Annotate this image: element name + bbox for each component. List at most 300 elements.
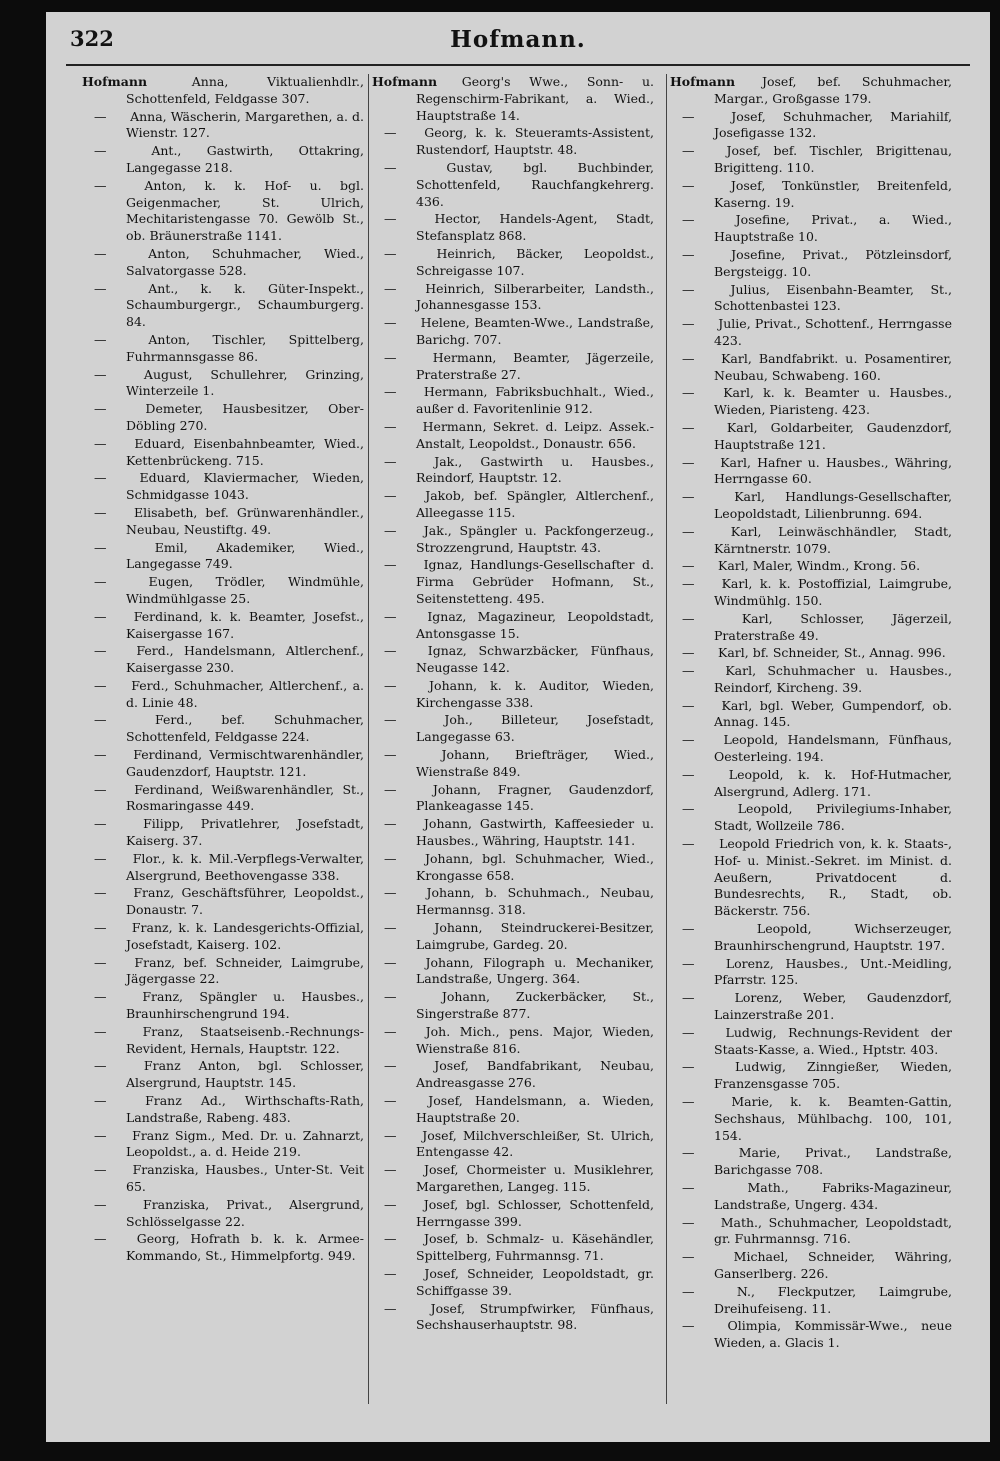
directory-entry [372,160,654,210]
directory-entry [82,1231,364,1265]
directory-entry [82,281,364,331]
entry-text: Josef, bgl. Schlosser, Schottenfeld, Herrngasse 399. [416,1196,654,1229]
directory-entry [372,782,654,816]
entry-dash: — [94,1023,107,1039]
entry-text: Georg's Wwe., Sonn- u. Regenschirm-Fabrikant, a. Wied., Hauptstraße 14. [416,74,654,123]
directory-entry [372,1301,654,1335]
entry-text: Helene, Beamten-Wwe., Landstraße, Barichg. 707. [416,315,654,347]
entry-text: Karl, k. k. Postoffizial, Laimgrube, Windmühlg. 150. [714,576,952,608]
entry-text: Ferd., Handelsmann, Altlerchenf., Kaisergasse 230. [126,643,364,676]
page-number: 322 [70,26,114,51]
directory-entry [82,1128,364,1162]
directory-entry [372,488,654,522]
entry-text: Ignaz, Magazineur, Leopoldstadt, Antonsgasse 15. [416,608,654,641]
entry-text: Marie, Privat., Landstraße, Barichgasse 708. [714,1145,952,1178]
page-header [46,12,990,68]
entry-dash: — [384,920,397,936]
entry-dash: — [384,816,397,832]
entry-text: Franz, bef. Schneider, Laimgrube, Jägergasse 22. [126,954,364,987]
directory-entry [82,643,364,677]
entry-text: Franz, Spängler u. Hausbes., Braunhirschengrund 194. [126,989,364,1022]
entry-text: Karl, Schlosser, Jägerzeil, Praterstraße 49. [714,610,952,643]
directory-entry [372,678,654,712]
directory-entry [82,920,364,954]
directory-entry [670,611,952,645]
entry-text: Joh. Mich., pens. Major, Wieden, Wienstraße 816. [416,1023,654,1056]
directory-entry [670,178,952,212]
entry-text: Ludwig, Zinngießer, Wieden, Franzensgasse 705. [714,1059,952,1092]
directory-entry [670,1059,952,1093]
entry-text: Ferdinand, Vermischtwarenhändler, Gaudenzdorf, Hauptstr. 121. [126,747,364,779]
directory-entry [372,643,654,677]
directory-entry [670,698,952,732]
entry-dash: — [682,645,695,661]
entry-dash: — [94,574,107,590]
entry-dash: — [94,401,107,417]
entry-text: Ignaz, Handlungs-Gesellschafter d. Firma Gebrüder Hofmann, St., Seitenstetteng. 495. [416,557,654,606]
entry-dash: — [384,557,397,573]
entry-dash: — [384,781,397,797]
entry-text: Anton, Tischler, Spittelberg, Fuhrmannsgasse 86. [126,331,364,364]
directory-entry [82,574,364,608]
entry-dash: — [94,677,107,693]
entry-text: Heinrich, Bäcker, Leopoldst., Schreigasse 107. [416,245,654,278]
entry-dash: — [682,801,695,817]
entry-text: Michael, Schneider, Währing, Ganserlberg. 226. [714,1249,952,1281]
entry-dash: — [682,1318,695,1334]
entry-dash: — [682,1059,695,1075]
entry-text: Julie, Privat., Schottenf., Herrngasse 423. [714,316,952,348]
directory-entry [372,1197,654,1231]
directory-entry [670,247,952,281]
entry-text: Ferd., bef. Schuhmacher, Schottenfeld, Feldgasse 224. [126,712,364,745]
entry-dash: — [94,1162,107,1178]
entry-dash: — [94,885,107,901]
entry-dash: — [682,212,695,228]
entry-text: Josef, bef. Schuhmacher, Margar., Großgasse 179. [714,74,952,106]
entry-dash: — [682,1180,695,1195]
entry-dash: — [384,643,397,659]
entry-dash: — [384,211,397,227]
directory-entry [670,576,952,610]
directory-entry [372,419,654,453]
entry-text: Hermann, Fabriksbuchhalt., Wied., außer d. Favoritenlinie 912. [416,384,654,417]
directory-entry [82,1197,364,1231]
entry-dash: — [94,539,107,555]
directory-entry [670,74,952,108]
entry-text: Karl, Leinwäschhändler, Stadt, Kärntnerstr. 1079. [714,523,952,556]
directory-entry [372,350,654,384]
entry-text: Julius, Eisenbahn-Beamter, St., Schottenbastei 123. [714,281,952,314]
entry-dash: — [384,885,397,901]
directory-entry [670,351,952,385]
entry-text: N., Fleckputzer, Laimgrube, Dreihufeiseng. 11. [714,1283,952,1316]
directory-entry [372,246,654,280]
entry-text: Jak., Gastwirth u. Hausbes., Reindorf, Hauptstr. 12. [416,453,654,486]
entry-dash: — [682,732,695,748]
entry-dash: — [682,1024,695,1040]
header-rule [66,64,970,66]
entry-text: August, Schullehrer, Grinzing, Winterzeile 1. [126,366,364,399]
entry-text: Johann, b. Schuhmach., Neubau, Hermannsg. 318. [416,885,654,918]
entry-dash: — [384,1058,397,1074]
directory-entry [670,1284,952,1318]
directory-entry [670,836,952,920]
entry-text: Johann, Briefträger, Wied., Wienstraße 849. [416,747,654,779]
entry-text: Josef, Strumpfwirker, Fünfhaus, Sechshauserhauptstr. 98. [416,1300,654,1333]
entry-text: Anton, k. k. Hof- u. bgl. Geigenmacher, St. Ulrich, Mechitaristengasse 70. Gewölb St., ob. Bräunerstraße 1141. [126,177,364,244]
entry-dash: — [94,712,107,728]
directory-entry [82,955,364,989]
entry-text: Franziska, Privat., Alsergrund, Schlösselgasse 22. [126,1196,364,1229]
entry-dash: — [94,435,107,451]
entry-dash: — [682,143,695,159]
directory-entry [670,990,952,1024]
entry-dash: — [682,990,695,1006]
entry-text: Johann, Filograph u. Mechaniker, Landstraße, Ungerg. 364. [416,954,655,987]
entry-dash: — [384,418,397,434]
directory-entry [82,851,364,885]
directory-entry [670,558,952,575]
directory-entry [670,1215,952,1249]
entry-dash: — [384,608,397,624]
entry-text: Josef, bef. Tischler, Brigittenau, Brigitteng. 110. [714,143,952,175]
directory-entry [372,557,654,607]
entry-text: Ferdinand, k. k. Beamter, Josefst., Kaisergasse 167. [126,608,365,641]
column-divider [666,74,667,1404]
entry-dash: — [682,1145,695,1161]
directory-entry [82,401,364,435]
running-head: Hofmann. [450,26,586,53]
entry-dash: — [682,1094,695,1110]
directory-entry [372,125,654,159]
entry-dash: — [384,850,397,866]
entry-dash: — [682,955,695,971]
entry-text: Franziska, Hausbes., Unter-St. Veit 65. [126,1162,364,1194]
entry-dash: — [682,576,695,592]
entry-text: Josef, Milchverschleißer, St. Ulrich, Entengasse 42. [416,1127,654,1160]
directory-entry [82,747,364,781]
directory-entry [372,712,654,746]
entry-dash: — [384,1162,397,1178]
directory-entry [670,956,952,990]
directory-entry [670,1180,952,1214]
entry-dash: — [384,159,397,175]
entry-text: Jakob, bef. Spängler, Altlerchenf., Alleegasse 115. [416,488,654,520]
entry-text: Karl, bf. Schneider, St., Annag. 996. [717,645,946,661]
column-divider [368,74,369,1404]
directory-entry [670,1249,952,1283]
entry-dash: — [682,385,695,401]
entry-dash: — [384,315,397,331]
entry-text: Karl, k. k. Beamter u. Hausbes., Wieden, Piaristeng. 423. [714,385,952,418]
entry-text: Josef, b. Schmalz- u. Käsehändler, Spittelberg, Fuhrmannsg. 71. [416,1231,654,1264]
directory-page [46,12,990,1442]
entry-dash: — [384,245,397,261]
directory-entry [82,1093,364,1127]
entry-text: Josef, Chormeister u. Musiklehrer, Margarethen, Langeg. 115. [416,1162,654,1194]
entry-dash: — [682,558,695,574]
entry-dash: — [384,522,397,538]
entry-text: Franz Ad., Wirthschafts-Rath, Landstraße, Rabeng. 483. [126,1093,364,1125]
entry-surname: Hofmann [670,74,736,89]
directory-column-2 [372,74,654,1335]
directory-entry [372,989,654,1023]
entry-dash: — [94,1127,107,1143]
entry-text: Ant., Gastwirth, Ottakring, Langegasse 218. [126,143,364,175]
entry-dash: — [682,246,695,262]
entry-dash: — [384,1265,397,1281]
directory-entry [82,782,364,816]
directory-entry [670,1094,952,1144]
entry-dash: — [682,697,695,713]
entry-text: Flor., k. k. Mil.-Verpflegs-Verwalter, Alsergrund, Beethovengasse 338. [126,850,364,883]
entry-text: Hermann, Sekret. d. Leipz. Assek.-Anstalt, Leopoldst., Donaustr. 656. [416,418,654,451]
directory-entry [372,384,654,418]
entry-dash: — [682,316,695,332]
entry-dash: — [94,747,107,763]
entry-text: Karl, bgl. Weber, Gumpendorf, ob. Annag. 145. [714,697,952,730]
entry-dash: — [94,1231,107,1247]
entry-dash: — [94,470,107,486]
directory-entry [372,1093,654,1127]
directory-entry [82,470,364,504]
entry-text: Elisabeth, bef. Grünwarenhändler., Neubau, Neustiftg. 49. [126,504,364,537]
entry-surname: Hofmann [372,74,438,89]
directory-column-3 [670,74,952,1353]
entry-text: Leopold, k. k. Hof-Hutmacher, Alsergrund, Adlerg. 171. [714,766,952,799]
entry-text: Josef, Tonkünstler, Breitenfeld, Kaserng. 19. [714,177,952,210]
directory-entry [670,420,952,454]
entry-surname: Hofmann [82,74,148,89]
entry-dash: — [682,281,695,297]
entry-text: Johann, k. k. Auditor, Wieden, Kirchengasse 338. [416,677,654,710]
entry-text: Heinrich, Silberarbeiter, Landsth., Johannesgasse 153. [416,280,654,313]
entry-text: Johann, Steindruckerei-Besitzer, Laimgrube, Gardeg. 20. [416,920,654,952]
entry-text: Math., Fabriks-Magazineur, Landstraße, Ungerg. 434. [714,1180,952,1212]
directory-entry [82,143,364,177]
entry-dash: — [94,280,107,296]
entry-text: Karl, Goldarbeiter, Gaudenzdorf, Hauptstraße 121. [714,419,952,452]
entry-dash: — [682,523,695,539]
entry-text: Hermann, Beamter, Jägerzeile, Praterstraße 27. [416,349,654,382]
directory-entry [372,281,654,315]
entry-text: Franz Sigm., Med. Dr. u. Zahnarzt, Leopoldst., a. d. Heide 219. [126,1127,364,1160]
entry-dash: — [384,453,397,469]
entry-text: Johann, Gastwirth, Kaffeesieder u. Hausbes., Währing, Hauptstr. 141. [416,816,654,849]
entry-dash: — [384,1196,397,1212]
entry-dash: — [94,816,107,832]
entry-dash: — [94,245,107,261]
entry-dash: — [384,677,397,693]
directory-entry [82,989,364,1023]
entry-text: Georg, k. k. Steueramts-Assistent, Rustendorf, Hauptstr. 48. [416,125,654,158]
entry-dash: — [384,488,397,504]
entry-text: Johann, bgl. Schuhmacher, Wied., Krongasse 658. [416,850,654,883]
entry-dash: — [682,1283,695,1299]
entry-dash: — [94,504,107,520]
entry-text: Eugen, Trödler, Windmühle, Windmühlgasse 25. [126,574,364,606]
entry-dash: — [94,143,107,159]
entry-dash: — [384,1023,397,1039]
directory-column-1 [82,74,364,1266]
entry-text: Karl, Schuhmacher u. Hausbes., Reindorf, Kircheng. 39. [714,663,952,695]
entry-text: Anna, Wäscherin, Margarethen, a. d. Wienstr. 127. [126,108,364,141]
directory-entry [372,1024,654,1058]
entry-text: Johann, Zuckerbäcker, St., Singerstraße 877. [416,989,654,1022]
directory-entry [372,1162,654,1196]
entry-dash: — [682,350,695,366]
directory-entry [372,1266,654,1300]
directory-entry [372,955,654,989]
directory-entry [372,1058,654,1092]
entry-text: Hector, Handels-Agent, Stadt, Stefansplatz 868. [416,211,654,244]
entry-text: Josef, Handelsmann, a. Wieden, Hauptstraße 20. [416,1093,654,1125]
entry-text: Johann, Fragner, Gaudenzdorf, Plankeagasse 145. [416,781,654,814]
entry-text: Eduard, Eisenbahnbeamter, Wied., Kettenbrückeng. 715. [126,435,364,468]
directory-entry [670,1145,952,1179]
entry-dash: — [682,836,695,852]
entry-dash: — [384,384,397,400]
entry-text: Josef, Schuhmacher, Mariahilf, Josefigasse 132. [714,108,952,141]
directory-entry [670,109,952,143]
entry-dash: — [682,921,695,937]
entry-text: Franz Anton, bgl. Schlosser, Alsergrund, Hauptstr. 145. [126,1058,364,1091]
entry-text: Georg, Hofrath b. k. k. Armee-Kommando, St., Himmelpfortg. 949. [126,1231,364,1264]
directory-entry [670,732,952,766]
directory-entry [372,851,654,885]
entry-text: Anna, Viktualienhdlr., Schottenfeld, Feldgasse 307. [126,74,364,106]
directory-entry [82,1162,364,1196]
entry-text: Ant., k. k. Güter-Inspekt., Schaumburgergr., Schaumburgerg. 84. [126,280,364,330]
directory-entry [670,143,952,177]
directory-entry [82,109,364,143]
entry-dash: — [682,610,695,626]
directory-entry [670,921,952,955]
directory-entry [372,609,654,643]
entry-dash: — [94,1093,107,1109]
directory-entry [372,747,654,781]
directory-entry [82,505,364,539]
directory-entry [82,178,364,245]
entry-dash: — [94,920,107,936]
entry-dash: — [682,766,695,782]
directory-entry [670,524,952,558]
entry-dash: — [94,850,107,866]
entry-dash: — [94,781,107,797]
directory-entry [82,1058,364,1092]
directory-entry [670,1318,952,1352]
entry-dash: — [384,280,397,296]
directory-entry [82,712,364,746]
directory-entry [670,455,952,489]
directory-entry [372,523,654,557]
entry-text: Ferdinand, Weißwarenhändler, St., Rosmaringasse 449. [126,781,364,814]
entry-dash: — [384,954,397,970]
directory-entry [670,767,952,801]
entry-text: Filipp, Privatlehrer, Josefstadt, Kaiserg. 37. [126,816,364,849]
entry-dash: — [682,489,695,505]
directory-entry [82,540,364,574]
entry-text: Jak., Spängler u. Packfongerzeug., Strozzengrund, Hauptstr. 43. [416,522,654,555]
directory-entry [82,246,364,280]
directory-entry [670,663,952,697]
entry-text: Marie, k. k. Beamten-Gattin, Sechshaus, Mühlbachg. 100, 101, 154. [714,1094,952,1143]
entry-text: Leopold, Privilegiums-Inhaber, Stadt, Wollzeile 786. [714,801,952,834]
entry-text: Franz, Staatseisenb.-Rechnungs-Revident, Hernals, Hauptstr. 122. [126,1023,364,1056]
directory-entry [82,367,364,401]
entry-text: Lorenz, Hausbes., Unt.-Meidling, Pfarrstr. 125. [714,955,952,988]
entry-text: Eduard, Klaviermacher, Wieden, Schmidgasse 1043. [126,470,364,503]
entry-text: Karl, Handlungs-Gesellschafter, Leopoldstadt, Lilienbrunng. 694. [714,489,952,521]
entry-dash: — [384,1127,397,1143]
directory-entry [670,489,952,523]
entry-text: Josefine, Privat., Pötzleinsdorf, Bergsteigg. 10. [714,246,952,279]
entry-text: Franz, k. k. Landesgerichts-Offizial, Josefstadt, Kaiserg. 102. [126,920,364,952]
directory-entry [82,885,364,919]
entry-dash: — [94,366,107,382]
entry-dash: — [94,608,107,624]
directory-entry [82,816,364,850]
entry-dash: — [384,125,397,141]
directory-entry [82,678,364,712]
entry-text: Josefine, Privat., a. Wied., Hauptstraße 10. [714,212,952,245]
entry-text: Josef, Bandfabrikant, Neubau, Andreasgasse 276. [416,1058,654,1091]
directory-entry [372,211,654,245]
entry-dash: — [384,349,397,365]
entry-dash: — [94,177,107,193]
entry-text: Gustav, bgl. Buchbinder, Schottenfeld, Rauchfangkehrerg. 436. [416,159,654,209]
directory-entry [82,609,364,643]
directory-entry [670,385,952,419]
entry-text: Ludwig, Rechnungs-Revident der Staats-Kasse, a. Wied., Hptstr. 403. [714,1024,952,1057]
directory-entry [670,282,952,316]
directory-entry [670,1025,952,1059]
entry-dash: — [384,1300,397,1316]
entry-dash: — [94,643,107,659]
entry-dash: — [682,454,695,470]
entry-text: Leopold, Wichserzeuger, Braunhirschengrund, Hauptstr. 197. [714,921,952,953]
entry-dash: — [384,1231,397,1247]
entry-text: Lorenz, Weber, Gaudenzdorf, Lainzerstraße 201. [714,990,952,1023]
entry-text: Emil, Akademiker, Wied., Langegasse 749. [126,539,364,572]
entry-dash: — [94,989,107,1005]
directory-entry [670,801,952,835]
directory-entry [82,436,364,470]
entry-dash: — [384,747,397,763]
directory-entry [372,1128,654,1162]
entry-text: Karl, Hafner u. Hausbes., Währing, Herrngasse 60. [714,454,952,487]
entry-dash: — [682,177,695,193]
entry-text: Anton, Schuhmacher, Wied., Salvatorgasse 528. [126,245,364,278]
entry-dash: — [94,108,107,124]
entry-text: Ferd., Schuhmacher, Altlerchenf., a. d. Linie 48. [126,677,364,710]
directory-entry [372,454,654,488]
entry-text: Ignaz, Schwarzbäcker, Fünfhaus, Neugasse 142. [416,643,654,676]
directory-entry [372,74,654,124]
directory-entry [670,316,952,350]
directory-entry [372,1231,654,1265]
directory-entry [82,332,364,366]
entry-dash: — [682,419,695,435]
entry-dash: — [94,954,107,970]
directory-entry [372,885,654,919]
entry-text: Karl, Bandfabrikt. u. Posamentirer, Neubau, Schwabeng. 160. [714,350,952,383]
entry-dash: — [682,1249,695,1265]
entry-text: Joh., Billeteur, Josefstadt, Langegasse 63. [416,712,654,745]
entry-text: Josef, Schneider, Leopoldstadt, gr. Schiffgasse 39. [416,1265,654,1298]
entry-text: Leopold Friedrich von, k. k. Staats-, Hof- u. Minist.-Sekret. im Minist. d. Aeußern, Privatdocent d. Bundesrechts, R., Stadt, ob. Bäckerstr. 756. [714,836,952,919]
